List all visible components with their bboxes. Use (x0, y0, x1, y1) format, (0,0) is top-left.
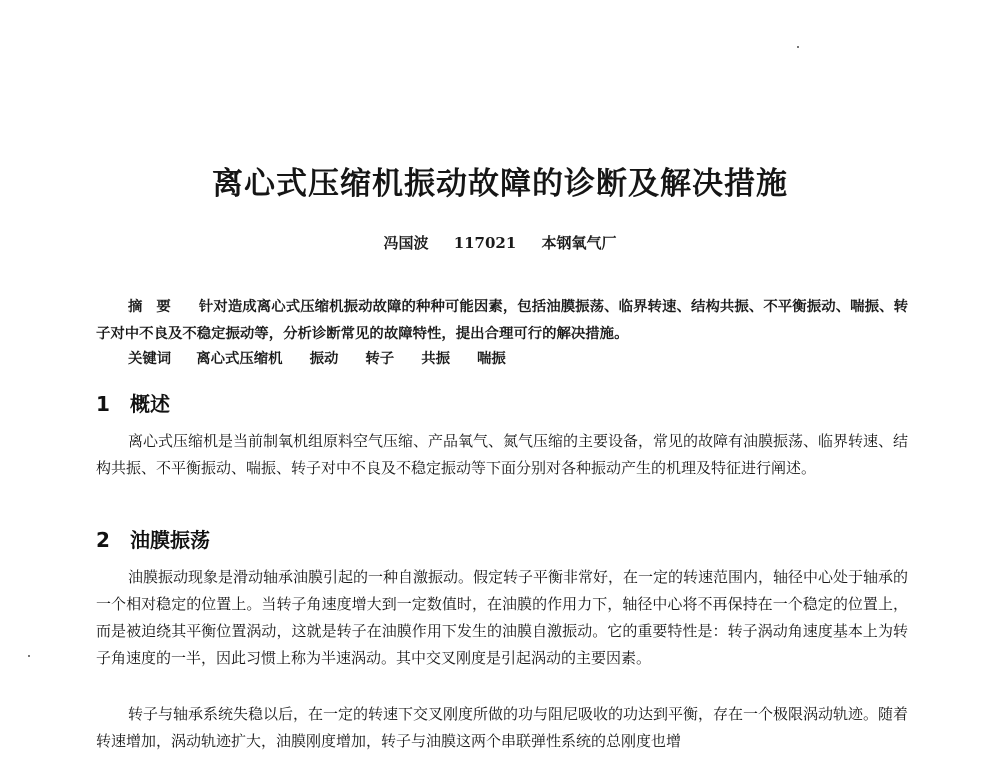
section-heading-1 (96, 388, 170, 417)
section-title: 油膜振荡 (130, 528, 210, 552)
abstract-label: 摘要 (128, 298, 185, 315)
author-line (0, 232, 1000, 253)
paragraph: 油膜振动现象是滑动轴承油膜引起的一种自激振动。假定转子平衡非常好，在一定的转速范围内，轴径中心处于轴承的一个相对稳定的位置上。当转子角速度增大到一定数值时，在油膜的作用力下，轴径中心将不再保持在一个稳定的位置上，而是被迫绕其平衡位置涡动，这就是转子在油膜作用下发生的油膜自激振动。它的重要特性是：转子涡动角速度基本上为转子角速度的一半，因此习惯上称为半速涡动。其中交叉刚度是引起涡动的主要因素。 (96, 568, 909, 667)
abstract (96, 293, 908, 347)
section-number: 2 (96, 528, 110, 552)
author-affiliation: 本钢氧气厂 (541, 234, 617, 252)
scan-speck (28, 655, 30, 657)
keywords (128, 347, 528, 368)
section-title: 概述 (130, 392, 170, 416)
section-heading-2 (96, 524, 210, 553)
paragraph: 转子与轴承系统失稳以后，在一定的转速下交叉刚度所做的功与阻尼吸收的功达到平衡，存在一个极限涡动轨迹。随着转速增加，涡动轨迹扩大，油膜刚度增加，转子与油膜这两个串联弹性系统的总刚度也增 (96, 705, 909, 750)
keyword-item: 转子 (365, 350, 395, 367)
keyword-item: 共振 (421, 350, 450, 367)
keyword-item: 离心式压缩机 (196, 350, 283, 367)
author-postcode: 117021 (453, 234, 517, 252)
scan-speck (797, 46, 799, 48)
keywords-label: 关键词 (128, 350, 172, 367)
keyword-item: 振动 (309, 350, 339, 367)
section-number: 1 (96, 392, 110, 416)
author-name: 冯国波 (383, 234, 429, 252)
paragraph: 离心式压缩机是当前制氧机组原料空气压缩、产品氧气、氮气压缩的主要设备，常见的故障有油膜振荡、临界转速、结构共振、不平衡振动、喘振、转子对中不良及不稳定振动等下面分别对各种振动产生的机理及特征进行阐述。 (96, 432, 909, 477)
abstract-text: 针对造成离心式压缩机振动故障的种种可能因素，包括油膜振荡、临界转速、结构共振、不平衡振动、喘振、转子对中不良及不稳定振动等，分析诊断常见的故障特性，提出合理可行的解决措施。 (96, 298, 908, 342)
paper-title: 离心式压缩机振动故障的诊断及解决措施 (212, 166, 788, 202)
keyword-item: 喘振 (477, 350, 506, 367)
